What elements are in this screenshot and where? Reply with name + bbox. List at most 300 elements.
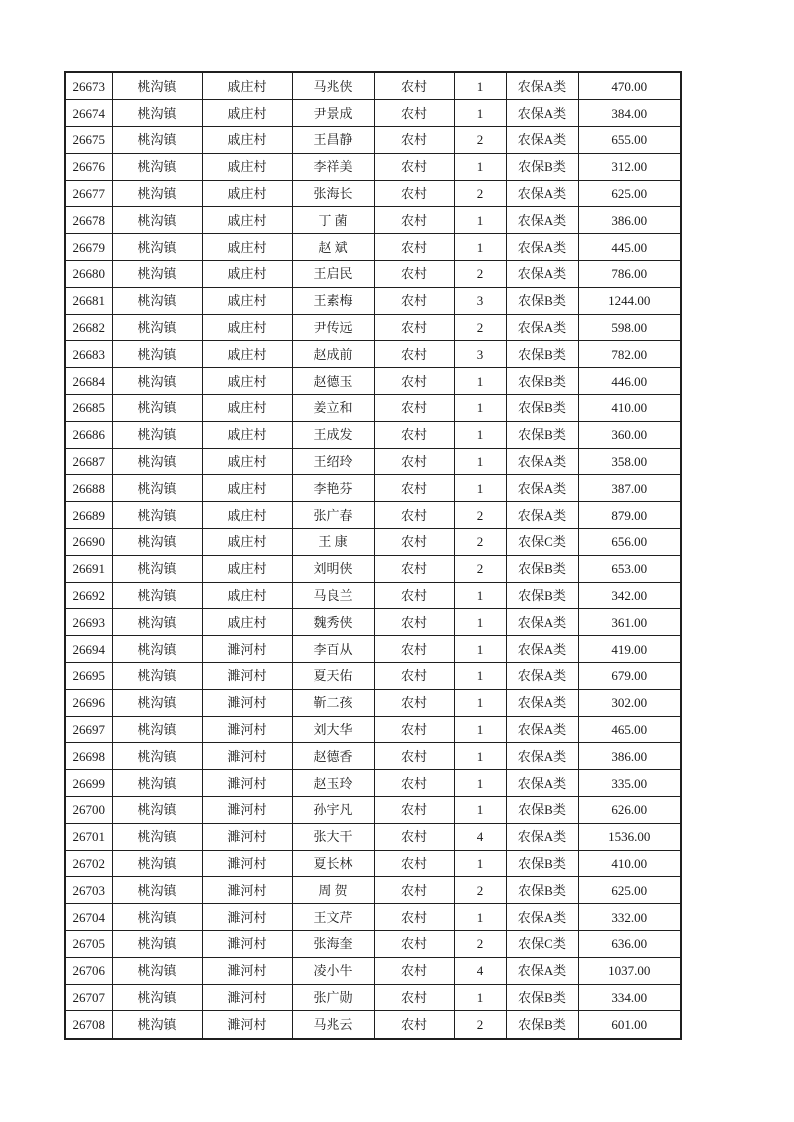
cell-person-name: 赵 斌 xyxy=(292,234,374,261)
cell-village: 戚庄村 xyxy=(202,555,292,582)
cell-village: 戚庄村 xyxy=(202,261,292,288)
cell-record-id: 26695 xyxy=(65,662,112,689)
cell-amount: 625.00 xyxy=(578,877,681,904)
table-row xyxy=(65,234,681,261)
cell-village: 戚庄村 xyxy=(202,582,292,609)
cell-person-count: 1 xyxy=(454,475,506,502)
benefits-table xyxy=(64,71,682,1040)
cell-amount: 384.00 xyxy=(578,100,681,127)
cell-village: 濉河村 xyxy=(202,662,292,689)
table-row xyxy=(65,662,681,689)
cell-person-name: 周 贺 xyxy=(292,877,374,904)
cell-person-name: 夏天佑 xyxy=(292,662,374,689)
table-row xyxy=(65,582,681,609)
cell-insurance-class: 农保A类 xyxy=(506,127,578,154)
cell-person-name: 凌小牛 xyxy=(292,957,374,984)
cell-amount: 636.00 xyxy=(578,930,681,957)
cell-person-count: 1 xyxy=(454,662,506,689)
cell-person-count: 1 xyxy=(454,796,506,823)
cell-town: 桃沟镇 xyxy=(112,984,202,1011)
cell-record-id: 26692 xyxy=(65,582,112,609)
table-row xyxy=(65,689,681,716)
cell-insurance-class: 农保B类 xyxy=(506,877,578,904)
cell-residence-type: 农村 xyxy=(374,127,454,154)
cell-residence-type: 农村 xyxy=(374,475,454,502)
cell-insurance-class: 农保B类 xyxy=(506,1011,578,1039)
cell-town: 桃沟镇 xyxy=(112,957,202,984)
cell-person-count: 1 xyxy=(454,609,506,636)
cell-amount: 410.00 xyxy=(578,850,681,877)
cell-residence-type: 农村 xyxy=(374,72,454,100)
cell-village: 戚庄村 xyxy=(202,448,292,475)
cell-town: 桃沟镇 xyxy=(112,368,202,395)
cell-residence-type: 农村 xyxy=(374,850,454,877)
cell-amount: 786.00 xyxy=(578,261,681,288)
cell-person-count: 1 xyxy=(454,770,506,797)
cell-village: 濉河村 xyxy=(202,770,292,797)
cell-town: 桃沟镇 xyxy=(112,395,202,422)
cell-residence-type: 农村 xyxy=(374,368,454,395)
cell-insurance-class: 农保A类 xyxy=(506,502,578,529)
cell-amount: 625.00 xyxy=(578,180,681,207)
cell-record-id: 26693 xyxy=(65,609,112,636)
cell-person-name: 赵德玉 xyxy=(292,368,374,395)
table-row xyxy=(65,957,681,984)
cell-town: 桃沟镇 xyxy=(112,314,202,341)
cell-insurance-class: 农保A类 xyxy=(506,261,578,288)
cell-town: 桃沟镇 xyxy=(112,1011,202,1039)
cell-record-id: 26681 xyxy=(65,287,112,314)
cell-amount: 360.00 xyxy=(578,421,681,448)
cell-record-id: 26696 xyxy=(65,689,112,716)
table-row xyxy=(65,555,681,582)
cell-residence-type: 农村 xyxy=(374,207,454,234)
cell-town: 桃沟镇 xyxy=(112,904,202,931)
cell-person-count: 2 xyxy=(454,261,506,288)
cell-village: 戚庄村 xyxy=(202,314,292,341)
cell-person-count: 1 xyxy=(454,395,506,422)
cell-residence-type: 农村 xyxy=(374,234,454,261)
cell-town: 桃沟镇 xyxy=(112,72,202,100)
cell-village: 濉河村 xyxy=(202,877,292,904)
cell-person-name: 王素梅 xyxy=(292,287,374,314)
cell-record-id: 26697 xyxy=(65,716,112,743)
cell-record-id: 26701 xyxy=(65,823,112,850)
cell-insurance-class: 农保A类 xyxy=(506,475,578,502)
cell-town: 桃沟镇 xyxy=(112,180,202,207)
cell-amount: 361.00 xyxy=(578,609,681,636)
cell-residence-type: 农村 xyxy=(374,582,454,609)
cell-residence-type: 农村 xyxy=(374,930,454,957)
cell-person-count: 2 xyxy=(454,502,506,529)
cell-village: 濉河村 xyxy=(202,957,292,984)
table-body xyxy=(65,72,681,1039)
cell-record-id: 26705 xyxy=(65,930,112,957)
cell-village: 濉河村 xyxy=(202,850,292,877)
cell-insurance-class: 农保B类 xyxy=(506,984,578,1011)
cell-person-count: 2 xyxy=(454,877,506,904)
cell-amount: 387.00 xyxy=(578,475,681,502)
cell-person-name: 孙宇凡 xyxy=(292,796,374,823)
table-row xyxy=(65,314,681,341)
cell-town: 桃沟镇 xyxy=(112,689,202,716)
table-row xyxy=(65,287,681,314)
cell-residence-type: 农村 xyxy=(374,261,454,288)
table-row xyxy=(65,100,681,127)
cell-town: 桃沟镇 xyxy=(112,636,202,663)
cell-insurance-class: 农保B类 xyxy=(506,153,578,180)
cell-person-count: 1 xyxy=(454,743,506,770)
cell-amount: 446.00 xyxy=(578,368,681,395)
cell-village: 戚庄村 xyxy=(202,529,292,556)
cell-residence-type: 农村 xyxy=(374,395,454,422)
cell-person-count: 1 xyxy=(454,153,506,180)
cell-person-count: 2 xyxy=(454,529,506,556)
table-row xyxy=(65,341,681,368)
cell-person-name: 王启民 xyxy=(292,261,374,288)
table-row xyxy=(65,261,681,288)
cell-record-id: 26691 xyxy=(65,555,112,582)
table-row xyxy=(65,180,681,207)
cell-village: 濉河村 xyxy=(202,823,292,850)
cell-person-count: 1 xyxy=(454,716,506,743)
table-row xyxy=(65,877,681,904)
cell-person-name: 张海长 xyxy=(292,180,374,207)
cell-insurance-class: 农保A类 xyxy=(506,716,578,743)
cell-residence-type: 农村 xyxy=(374,555,454,582)
cell-insurance-class: 农保B类 xyxy=(506,395,578,422)
cell-village: 濉河村 xyxy=(202,930,292,957)
cell-town: 桃沟镇 xyxy=(112,555,202,582)
cell-town: 桃沟镇 xyxy=(112,609,202,636)
table-row xyxy=(65,529,681,556)
table-row xyxy=(65,502,681,529)
cell-residence-type: 农村 xyxy=(374,877,454,904)
cell-village: 戚庄村 xyxy=(202,127,292,154)
cell-person-count: 1 xyxy=(454,100,506,127)
table-row xyxy=(65,716,681,743)
cell-village: 戚庄村 xyxy=(202,234,292,261)
cell-person-count: 1 xyxy=(454,368,506,395)
cell-person-count: 3 xyxy=(454,287,506,314)
cell-person-name: 张广春 xyxy=(292,502,374,529)
cell-insurance-class: 农保C类 xyxy=(506,930,578,957)
cell-amount: 879.00 xyxy=(578,502,681,529)
cell-amount: 332.00 xyxy=(578,904,681,931)
cell-record-id: 26686 xyxy=(65,421,112,448)
cell-insurance-class: 农保A类 xyxy=(506,689,578,716)
cell-record-id: 26688 xyxy=(65,475,112,502)
table-row xyxy=(65,127,681,154)
cell-residence-type: 农村 xyxy=(374,636,454,663)
cell-residence-type: 农村 xyxy=(374,448,454,475)
cell-residence-type: 农村 xyxy=(374,743,454,770)
cell-town: 桃沟镇 xyxy=(112,448,202,475)
cell-town: 桃沟镇 xyxy=(112,261,202,288)
cell-person-name: 靳二孩 xyxy=(292,689,374,716)
table-row xyxy=(65,395,681,422)
cell-insurance-class: 农保A类 xyxy=(506,823,578,850)
cell-person-name: 李百从 xyxy=(292,636,374,663)
cell-amount: 465.00 xyxy=(578,716,681,743)
cell-village: 濉河村 xyxy=(202,636,292,663)
cell-record-id: 26704 xyxy=(65,904,112,931)
cell-record-id: 26707 xyxy=(65,984,112,1011)
cell-record-id: 26674 xyxy=(65,100,112,127)
cell-town: 桃沟镇 xyxy=(112,287,202,314)
cell-amount: 334.00 xyxy=(578,984,681,1011)
cell-town: 桃沟镇 xyxy=(112,153,202,180)
cell-person-name: 刘大华 xyxy=(292,716,374,743)
table-row xyxy=(65,368,681,395)
cell-record-id: 26678 xyxy=(65,207,112,234)
cell-person-name: 王绍玲 xyxy=(292,448,374,475)
cell-record-id: 26689 xyxy=(65,502,112,529)
cell-insurance-class: 农保A类 xyxy=(506,100,578,127)
cell-insurance-class: 农保A类 xyxy=(506,72,578,100)
cell-town: 桃沟镇 xyxy=(112,743,202,770)
cell-village: 濉河村 xyxy=(202,689,292,716)
cell-person-count: 2 xyxy=(454,555,506,582)
cell-person-count: 2 xyxy=(454,127,506,154)
cell-insurance-class: 农保B类 xyxy=(506,421,578,448)
cell-town: 桃沟镇 xyxy=(112,502,202,529)
cell-amount: 386.00 xyxy=(578,207,681,234)
cell-person-count: 4 xyxy=(454,957,506,984)
cell-record-id: 26673 xyxy=(65,72,112,100)
cell-residence-type: 农村 xyxy=(374,287,454,314)
cell-person-count: 1 xyxy=(454,984,506,1011)
cell-amount: 419.00 xyxy=(578,636,681,663)
cell-village: 濉河村 xyxy=(202,904,292,931)
cell-residence-type: 农村 xyxy=(374,421,454,448)
cell-village: 濉河村 xyxy=(202,796,292,823)
cell-amount: 445.00 xyxy=(578,234,681,261)
cell-record-id: 26680 xyxy=(65,261,112,288)
cell-record-id: 26708 xyxy=(65,1011,112,1039)
cell-village: 戚庄村 xyxy=(202,475,292,502)
cell-person-name: 马良兰 xyxy=(292,582,374,609)
cell-person-name: 赵成前 xyxy=(292,341,374,368)
cell-village: 戚庄村 xyxy=(202,341,292,368)
cell-person-count: 1 xyxy=(454,72,506,100)
table-row xyxy=(65,930,681,957)
cell-residence-type: 农村 xyxy=(374,689,454,716)
cell-insurance-class: 农保A类 xyxy=(506,314,578,341)
cell-village: 戚庄村 xyxy=(202,368,292,395)
cell-amount: 470.00 xyxy=(578,72,681,100)
cell-person-name: 刘明侠 xyxy=(292,555,374,582)
cell-insurance-class: 农保B类 xyxy=(506,341,578,368)
cell-record-id: 26675 xyxy=(65,127,112,154)
cell-person-count: 1 xyxy=(454,421,506,448)
cell-record-id: 26684 xyxy=(65,368,112,395)
cell-town: 桃沟镇 xyxy=(112,529,202,556)
cell-record-id: 26702 xyxy=(65,850,112,877)
cell-residence-type: 农村 xyxy=(374,180,454,207)
cell-person-count: 3 xyxy=(454,341,506,368)
cell-record-id: 26703 xyxy=(65,877,112,904)
cell-village: 戚庄村 xyxy=(202,287,292,314)
cell-residence-type: 农村 xyxy=(374,957,454,984)
cell-residence-type: 农村 xyxy=(374,529,454,556)
cell-insurance-class: 农保B类 xyxy=(506,368,578,395)
cell-person-count: 4 xyxy=(454,823,506,850)
cell-village: 戚庄村 xyxy=(202,502,292,529)
cell-insurance-class: 农保A类 xyxy=(506,662,578,689)
cell-village: 戚庄村 xyxy=(202,100,292,127)
cell-insurance-class: 农保B类 xyxy=(506,555,578,582)
cell-record-id: 26698 xyxy=(65,743,112,770)
cell-record-id: 26700 xyxy=(65,796,112,823)
cell-town: 桃沟镇 xyxy=(112,823,202,850)
cell-residence-type: 农村 xyxy=(374,984,454,1011)
cell-record-id: 26682 xyxy=(65,314,112,341)
cell-amount: 655.00 xyxy=(578,127,681,154)
cell-residence-type: 农村 xyxy=(374,502,454,529)
cell-residence-type: 农村 xyxy=(374,609,454,636)
table-row xyxy=(65,636,681,663)
cell-person-name: 魏秀侠 xyxy=(292,609,374,636)
cell-town: 桃沟镇 xyxy=(112,850,202,877)
table-row xyxy=(65,1011,681,1039)
cell-amount: 626.00 xyxy=(578,796,681,823)
cell-insurance-class: 农保A类 xyxy=(506,207,578,234)
cell-village: 濉河村 xyxy=(202,984,292,1011)
cell-insurance-class: 农保A类 xyxy=(506,957,578,984)
cell-insurance-class: 农保C类 xyxy=(506,529,578,556)
cell-residence-type: 农村 xyxy=(374,770,454,797)
cell-amount: 312.00 xyxy=(578,153,681,180)
cell-record-id: 26699 xyxy=(65,770,112,797)
cell-insurance-class: 农保B类 xyxy=(506,582,578,609)
table-row xyxy=(65,448,681,475)
cell-person-count: 1 xyxy=(454,904,506,931)
cell-residence-type: 农村 xyxy=(374,153,454,180)
cell-amount: 342.00 xyxy=(578,582,681,609)
cell-town: 桃沟镇 xyxy=(112,127,202,154)
cell-village: 戚庄村 xyxy=(202,207,292,234)
cell-person-name: 李艳芬 xyxy=(292,475,374,502)
table-row xyxy=(65,475,681,502)
cell-insurance-class: 农保A类 xyxy=(506,743,578,770)
cell-residence-type: 农村 xyxy=(374,341,454,368)
cell-insurance-class: 农保A类 xyxy=(506,904,578,931)
cell-village: 戚庄村 xyxy=(202,180,292,207)
table-row xyxy=(65,72,681,100)
cell-person-name: 尹传远 xyxy=(292,314,374,341)
cell-person-count: 1 xyxy=(454,636,506,663)
cell-person-count: 1 xyxy=(454,850,506,877)
cell-village: 戚庄村 xyxy=(202,72,292,100)
cell-town: 桃沟镇 xyxy=(112,796,202,823)
cell-record-id: 26679 xyxy=(65,234,112,261)
cell-town: 桃沟镇 xyxy=(112,234,202,261)
cell-residence-type: 农村 xyxy=(374,716,454,743)
cell-person-count: 2 xyxy=(454,930,506,957)
cell-record-id: 26706 xyxy=(65,957,112,984)
cell-record-id: 26677 xyxy=(65,180,112,207)
cell-village: 戚庄村 xyxy=(202,421,292,448)
cell-person-name: 李祥美 xyxy=(292,153,374,180)
cell-amount: 601.00 xyxy=(578,1011,681,1039)
cell-town: 桃沟镇 xyxy=(112,582,202,609)
cell-residence-type: 农村 xyxy=(374,314,454,341)
cell-person-name: 张海奎 xyxy=(292,930,374,957)
cell-town: 桃沟镇 xyxy=(112,207,202,234)
cell-insurance-class: 农保A类 xyxy=(506,448,578,475)
cell-person-count: 1 xyxy=(454,234,506,261)
cell-person-count: 1 xyxy=(454,689,506,716)
table-row xyxy=(65,823,681,850)
cell-amount: 302.00 xyxy=(578,689,681,716)
cell-person-name: 王 康 xyxy=(292,529,374,556)
cell-person-name: 赵德香 xyxy=(292,743,374,770)
cell-person-count: 2 xyxy=(454,180,506,207)
cell-person-count: 1 xyxy=(454,582,506,609)
cell-village: 戚庄村 xyxy=(202,609,292,636)
cell-record-id: 26687 xyxy=(65,448,112,475)
cell-town: 桃沟镇 xyxy=(112,100,202,127)
cell-village: 戚庄村 xyxy=(202,153,292,180)
cell-residence-type: 农村 xyxy=(374,1011,454,1039)
cell-village: 濉河村 xyxy=(202,1011,292,1039)
cell-amount: 653.00 xyxy=(578,555,681,582)
cell-record-id: 26683 xyxy=(65,341,112,368)
cell-person-count: 1 xyxy=(454,448,506,475)
cell-residence-type: 农村 xyxy=(374,904,454,931)
cell-record-id: 26694 xyxy=(65,636,112,663)
cell-person-name: 姜立和 xyxy=(292,395,374,422)
cell-insurance-class: 农保A类 xyxy=(506,180,578,207)
cell-residence-type: 农村 xyxy=(374,823,454,850)
cell-town: 桃沟镇 xyxy=(112,475,202,502)
cell-person-name: 丁 菌 xyxy=(292,207,374,234)
table-row xyxy=(65,904,681,931)
cell-insurance-class: 农保B类 xyxy=(506,796,578,823)
cell-record-id: 26690 xyxy=(65,529,112,556)
cell-amount: 782.00 xyxy=(578,341,681,368)
table-row xyxy=(65,743,681,770)
table-row xyxy=(65,984,681,1011)
cell-insurance-class: 农保A类 xyxy=(506,234,578,261)
cell-person-count: 2 xyxy=(454,1011,506,1039)
cell-insurance-class: 农保A类 xyxy=(506,636,578,663)
table-row xyxy=(65,153,681,180)
table-row xyxy=(65,796,681,823)
cell-insurance-class: 农保B类 xyxy=(506,850,578,877)
cell-town: 桃沟镇 xyxy=(112,716,202,743)
cell-town: 桃沟镇 xyxy=(112,877,202,904)
table-row xyxy=(65,207,681,234)
cell-person-name: 夏长林 xyxy=(292,850,374,877)
cell-town: 桃沟镇 xyxy=(112,662,202,689)
cell-person-name: 王文芹 xyxy=(292,904,374,931)
cell-village: 濉河村 xyxy=(202,743,292,770)
cell-person-count: 2 xyxy=(454,314,506,341)
cell-person-name: 王成发 xyxy=(292,421,374,448)
cell-amount: 1536.00 xyxy=(578,823,681,850)
cell-insurance-class: 农保A类 xyxy=(506,770,578,797)
cell-amount: 1244.00 xyxy=(578,287,681,314)
cell-amount: 1037.00 xyxy=(578,957,681,984)
cell-insurance-class: 农保B类 xyxy=(506,287,578,314)
cell-amount: 386.00 xyxy=(578,743,681,770)
cell-insurance-class: 农保A类 xyxy=(506,609,578,636)
cell-record-id: 26685 xyxy=(65,395,112,422)
cell-residence-type: 农村 xyxy=(374,662,454,689)
cell-amount: 656.00 xyxy=(578,529,681,556)
